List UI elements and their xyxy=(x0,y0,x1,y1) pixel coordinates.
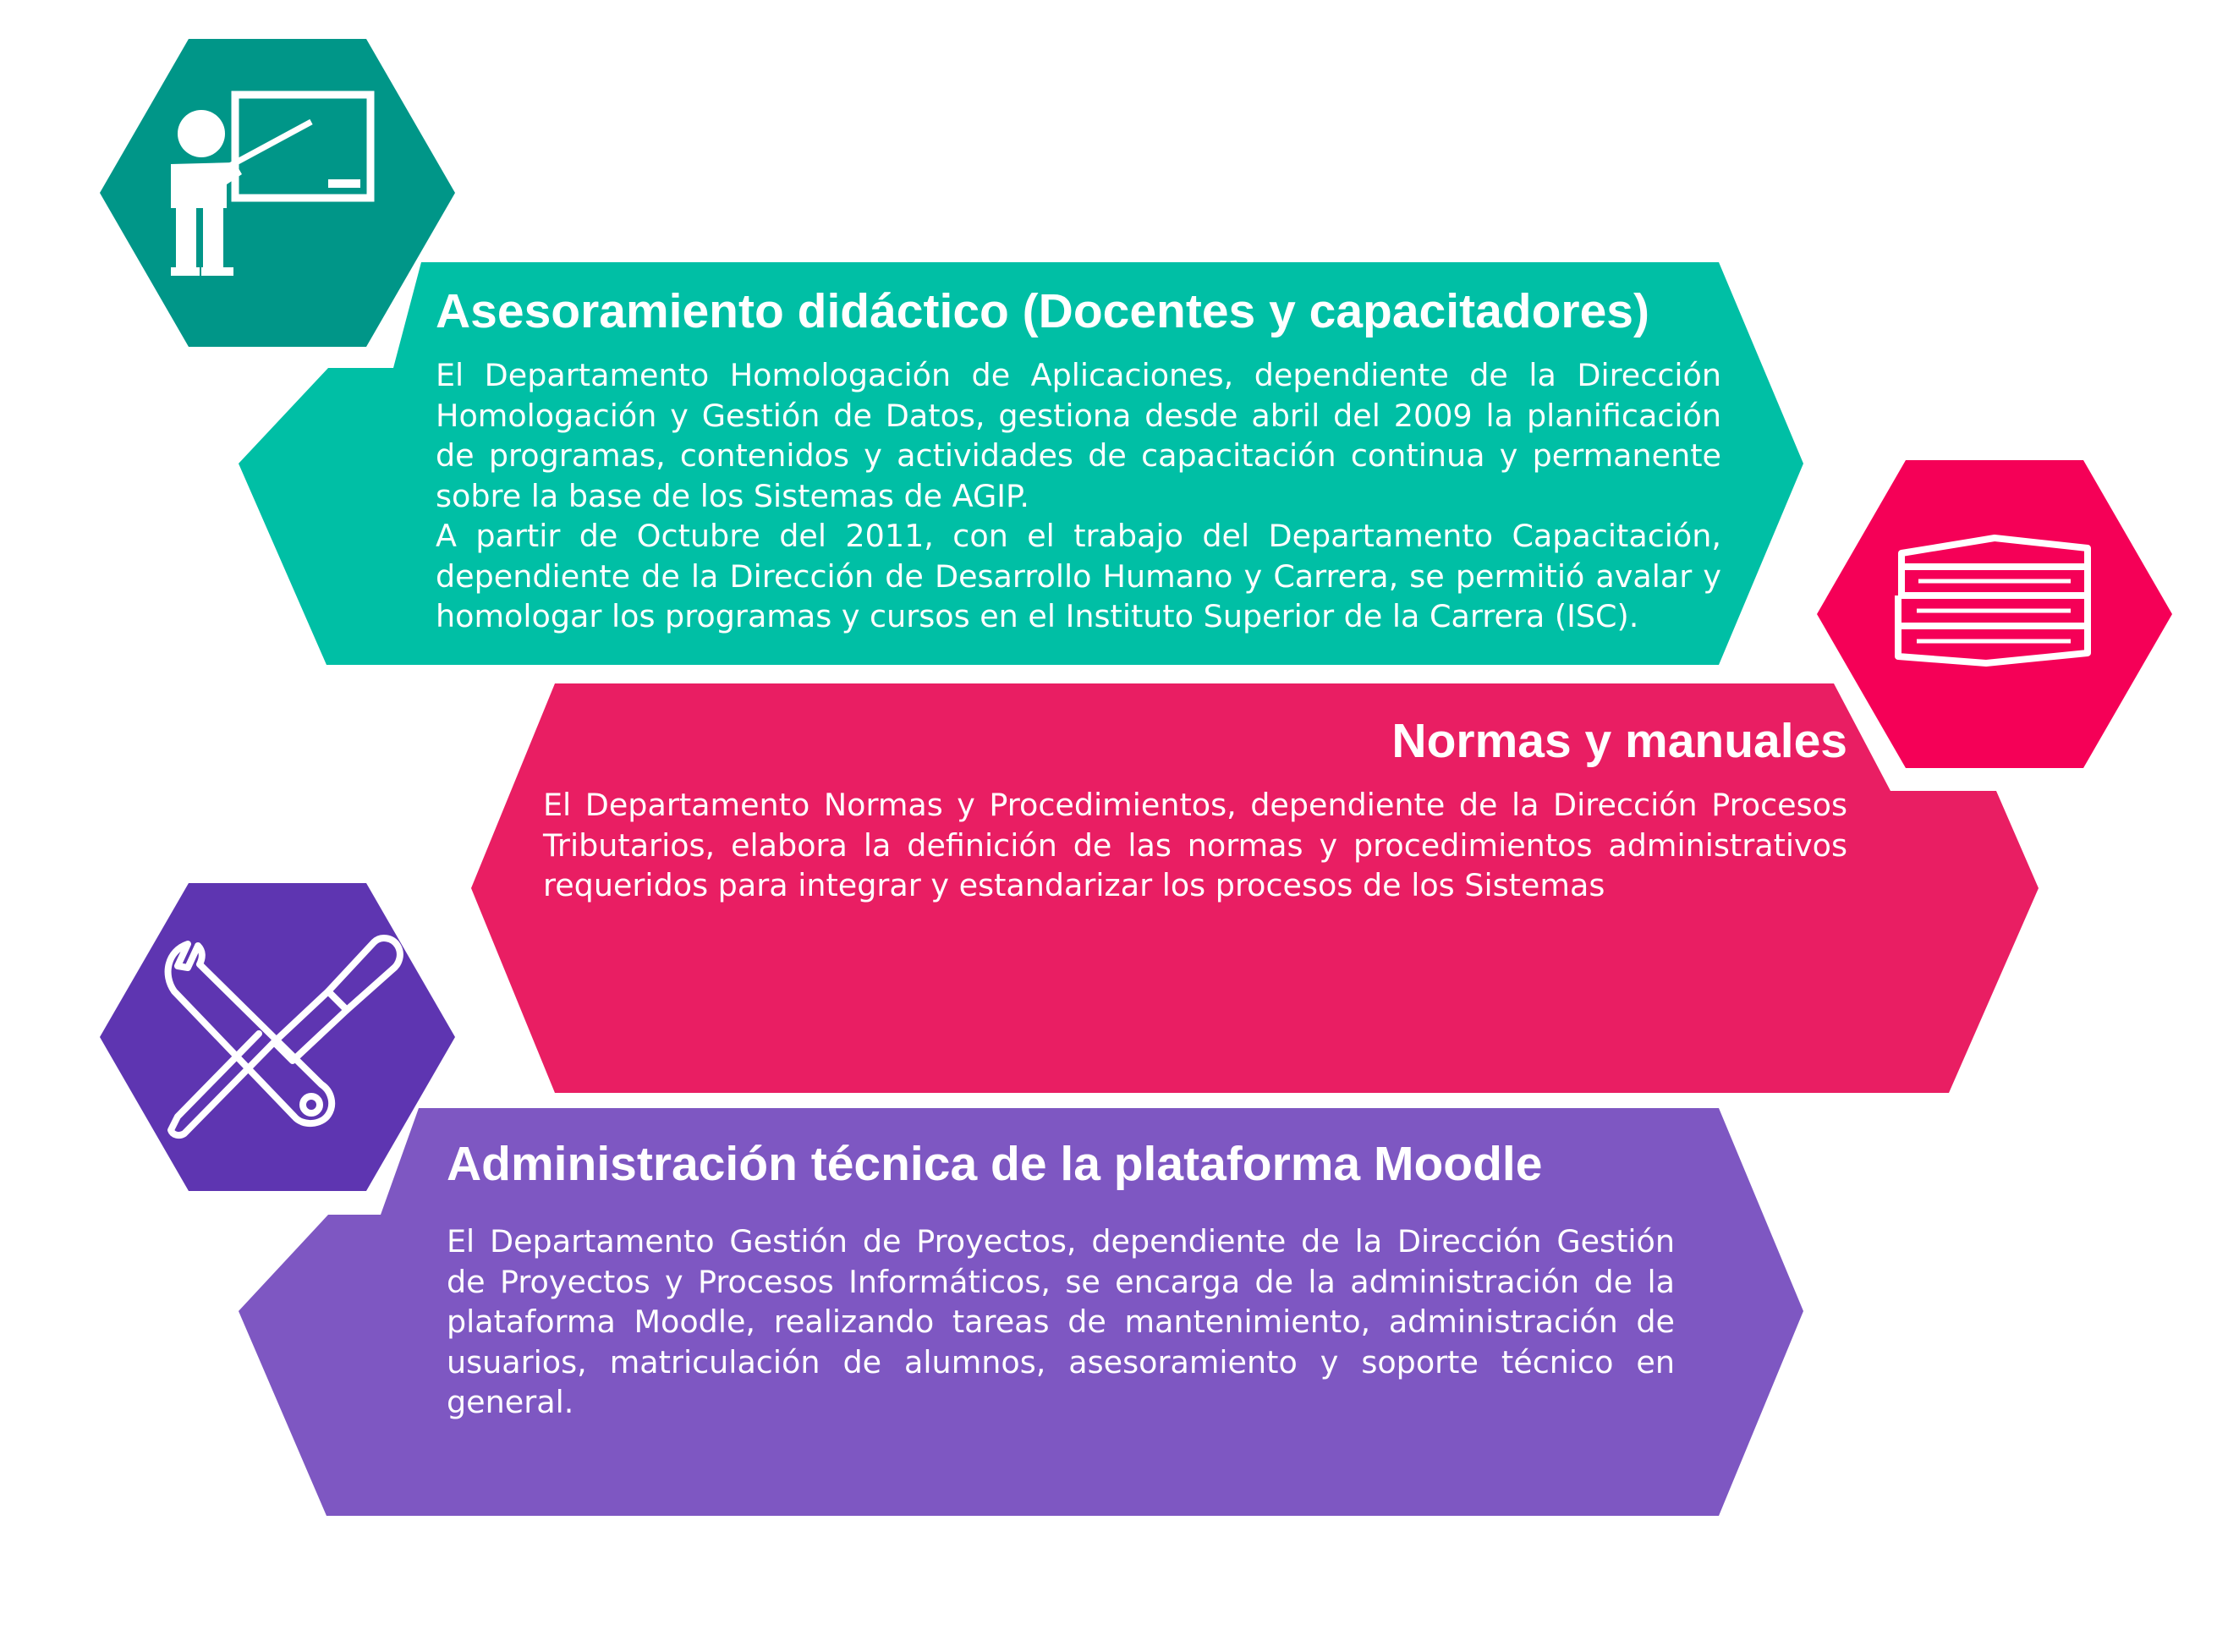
section-3-content xyxy=(447,1135,1675,1423)
section-3-paragraph-1: El Departamento Gestión de Proyectos, dependiente de la Dirección Gestión de Proyectos y Procesos Informáticos, se encarga de la administración de la plataforma Moodle, realizando tareas de mantenimiento, administración de usuarios, matriculación de alumnos, asesoramiento y soporte técnico en general. xyxy=(447,1223,1675,1420)
section-2-title: Normas y manuales xyxy=(1391,714,1847,768)
teacher-hexagon xyxy=(100,39,455,347)
books-hexagon xyxy=(1817,460,2172,768)
section-3-title: Administración técnica de la plataforma Moodle xyxy=(447,1137,1543,1191)
section-1-title: Asesoramiento didáctico (Docentes y capacitadores) xyxy=(436,284,1649,338)
tools-hexagon xyxy=(100,883,455,1191)
section-1-paragraph-2: A partir de Octubre del 2011, con el trabajo del Departamento Capacitación, dependiente de la Dirección de Desarrollo Humano y Carrera, se permitió avalar y homologar los programas y cursos en el Instituto Superior de la Carrera (ISC). xyxy=(436,518,1721,634)
section-2-paragraph-1: El Departamento Normas y Procedimientos, dependiente de la Dirección Procesos Tributarios, elabora la definición de las normas y procedimientos administrativos requeridos para integrar y estandarizar los procesos de los Sistemas xyxy=(543,787,1847,903)
section-1-paragraph-1: El Departamento Homologación de Aplicaciones, dependiente de la Dirección Homologación y Gestión de Datos, gestiona desde abril del 2009 la planificación de programas, contenidos y actividades de capacitación continua y permanente sobre la base de los Sistemas de AGIP. xyxy=(436,357,1721,514)
section-2-content xyxy=(543,712,1847,906)
section-1-content xyxy=(436,283,1721,637)
